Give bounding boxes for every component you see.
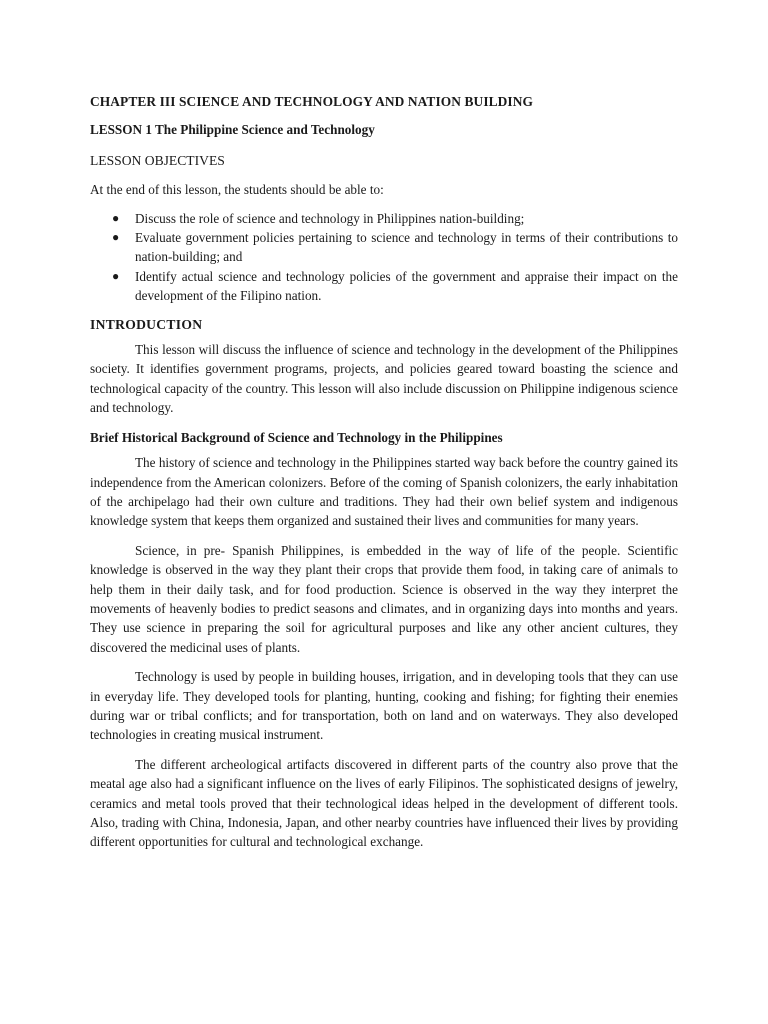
background-paragraph: The different archeological artifacts discovered in different parts of the country also prove that the meatal age also had a significant influence on the lives of early Filipinos. The sophisticated designs of jewelry, ceramics and metal tools proved that their technological ideas helped in the development of different tools. Also, trading with China, Indonesia, Japan, and other nearby countries have influenced their lives by providing different opportunities for cultural and technological exchange. bbox=[90, 756, 678, 850]
background-paragraph: Science, in pre- Spanish Philippines, is embedded in the way of life of the people. Scientific knowledge is observed in the way they plant their crops that provide them food, in taking care of animals to help them in their daily task, and for food production. Science is observed in the way they interpret the movements of heavenly bodies to predict seasons and climates, and in organizing days into months and years. They use science in preparing the soil for agricultural purposes and like any other ancient cultures, they discovered the medicinal uses of plants. bbox=[90, 542, 678, 655]
objective-text: Evaluate government policies pertaining to science and technology in terms of their contributions to nation-building; and bbox=[135, 230, 678, 265]
introduction-paragraph: This lesson will discuss the influence of science and technology in the development of the Philippines society. It identifies government programs, projects, and policies geared toward boasting the science and technological capacity of the country. This lesson will also include discussion on Philippine indigenous science and technology. bbox=[90, 342, 678, 416]
introduction-heading: INTRODUCTION bbox=[90, 316, 203, 332]
background-heading: Brief Historical Background of Science and Technology in the Philippines bbox=[90, 429, 503, 445]
objective-item bbox=[90, 228, 678, 267]
document-page bbox=[90, 92, 678, 862]
bullet-icon: ● bbox=[112, 210, 120, 225]
objective-text: Identify actual science and technology policies of the government and appraise their impact on the development of the Filipino nation. bbox=[135, 268, 678, 304]
objectives-heading: LESSON OBJECTIVES bbox=[90, 152, 225, 168]
objective-item bbox=[90, 209, 678, 228]
objectives-list bbox=[90, 209, 678, 306]
objective-item bbox=[90, 267, 678, 306]
background-paragraph: Technology is used by people in building houses, irrigation, and in developing tools that they can use in everyday life. They developed tools for planting, hunting, cooking and fishing; for fighting their enemies during war or tribal conflicts; and for transportation, both on land and on waterways. They also developed technologies in creating musical instrument. bbox=[90, 669, 678, 743]
lesson-title: LESSON 1 The Philippine Science and Technology bbox=[90, 122, 375, 138]
objectives-intro: At the end of this lesson, the students should be able to: bbox=[90, 182, 384, 198]
background-paragraph: The history of science and technology in the Philippines started way back before the country gained its independence from the American colonizers. Before of the coming of Spanish colonizers, the early inhabitation of the archipelago had their own culture and traditions. They had their own belief system and indigenous knowledge system that keeps them organized and sustained their lives and communities for many years. bbox=[90, 455, 678, 529]
chapter-title: CHAPTER III SCIENCE AND TECHNOLOGY AND NATION BUILDING bbox=[90, 94, 534, 109]
objective-text: Discuss the role of science and technology in Philippines nation-building; bbox=[135, 210, 525, 226]
bullet-icon: ● bbox=[112, 268, 120, 283]
bullet-icon: ● bbox=[112, 230, 120, 245]
